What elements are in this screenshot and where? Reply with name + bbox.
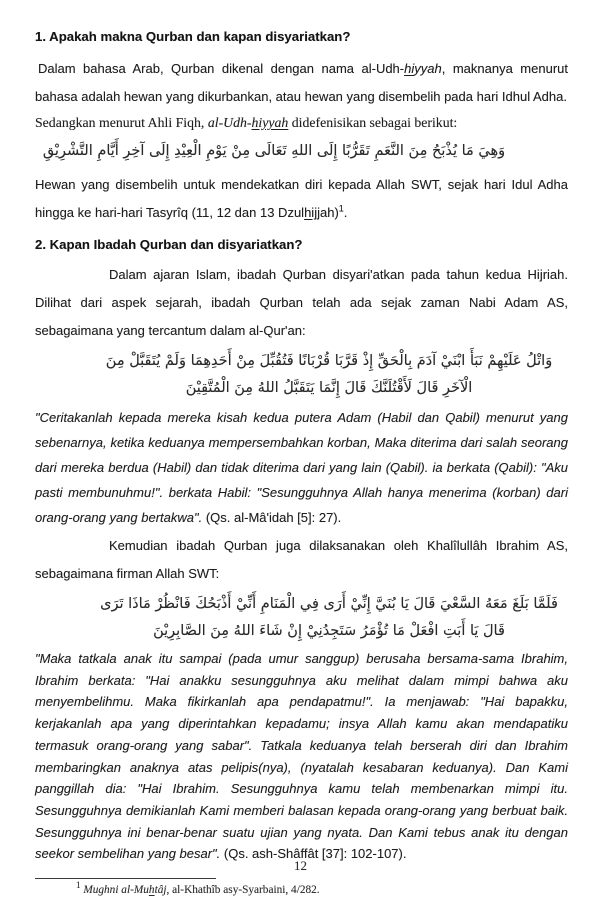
arabic-verse-al-maidah: وَاتْلُ عَلَيْهِمْ نَبَأَ ابْنَيْ آدَمَ بِالْحَقِّ إِذْ قَرَّبَا قُرْبَانًا فَتُقُبِّلَ مِنْ أَحَدِهِمَا وَلَمْ يُتَقَبَّلْ مِنَ الْآخَرِ قَالَ لَأَقْتُلَنَّكَ قَالَ إِنَّمَا يَتَقَبَّلُ اللهُ مِنَ الْمُتَّقِيْنَ [105,353,553,396]
para-translation-ash-shaffat: "Maka tatkala anak itu sampai (pada umur sanggup) berusaha bersama-sama Ibrahim, Ibrahim berkata: "Hai anakku sesungguhnya aku melihat dalam mimpi bahwa aku menyembelihmu. Maka fikirkanlah apa pendapatmu!". Ia menjawab: "Hai bapakku, kerjakanlah apa yang diperintahkan kepadamu; insya Allah kamu akan mendapatiku termasuk orang-orang yang sabar". Tatkala keduanya telah berserah diri dan Ibrahim membaringkan anaknya atas pelipis(nya), (nyatalah kesabaran keduanya). Dan Kami panggillah dia: "Hai Ibrahim. Sesungguhnya kamu telah membenarkan mimpi itu. Sesungguhnya demikianlah Kami memberi balasan kepada orang-orang yang berbuat baik. Sesungguhnya ini benar-benar suatu ujian yang nyata. Dan Kami tebus anak itu dengan seekor sembelihan yang besar". (Qs. ash-Shâffât [37]: 102-107). [35,651,568,862]
para-ibrahim-qurban: Kemudian ibadah Qurban juga dilaksanakan oleh Khalîlullâh Ibrahim AS, sebagaimana firman Allah SWT: [35,538,568,581]
para-translation-al-maidah: "Ceritakanlah kepada mereka kisah kedua putera Adam (Habil dan Qabil) menurut yang sebenarnya, ketika keduanya mempersembahkan korban, Maka diterima dari salah seorang dari mereka berdua (Habil) dan tidak diterima dari yang lain (Qabil). ia berkata (Qabil): "Aku pasti membunuhmu!". berkata Habil: "Sesungguhnya Allah hanya menerima (korban) dari orang-orang yang bertakwa". (Qs. al-Mâ'idah [5]: 27). [35,410,568,525]
section-2-heading: 2. Kapan Ibadah Qurban dan disyariatkan? [35,237,303,252]
footnote-separator-line [35,878,216,879]
para-definition-translation: Hewan yang disembelih untuk mendekatkan diri kepada Allah SWT, sejak hari Idul Adha hingga ke hari-hari Tasyrîq (11, 12 dan 13 Dzulhijjah)$^1$. [35,177,568,220]
para-qurban-history: Dalam ajaran Islam, ibadah Qurban disyari'atkan pada tahun kedua Hijriah. Dilihat dari aspek sejarah, ibadah Qurban telah ada sejak zaman Nabi Adam AS, sebagaimana yang tercantum dalam al-Qur'an: [35,267,568,338]
page-number: 12 [294,858,307,873]
para-qurban-fiqh-definition: Sedangkan menurut Ahli Fiqh, al-Udh-hiyyah didefenisikan sebagai berikut: [35,115,458,130]
arabic-text-udhhiyyah-definition: وَهِيَ مَا يُذْبَحُ مِنَ النَّعَمِ تَقَرُّبًا إِلَى اللهِ تَعَالَى مِنْ يَوْمِ الْعِيْدِ إِلَى آخِرِ أَيَّامِ التَّشْرِيْقِ [42,143,506,159]
footnote-reference: $^1$ Mughni al-Muhtâj, al-Khathîb asy-Syarbaini, 4/282. [76,880,320,897]
arabic-verse-ash-shaffat: فَلَمَّا بَلَغَ مَعَهُ السَّعْيَ قَالَ يَا بُنَيَّ إِنِّيْ أَرَى فِي الْمَنَامِ أَنِّيْ أَذْبَحُكَ فَانْظُرْ مَاذَا تَرَى قَالَ يَا أَبَتِ افْعَلْ مَا تُؤْمَرُ سَتَجِدُنِيْ إِنْ شَاءَ اللهُ مِنَ الصَّابِرِيْنَ [100,596,558,639]
para-qurban-language-definition: Dalam bahasa Arab, Qurban dikenal dengan nama al-Udh-hiyyah, maknanya menurut bahasa adalah hewan yang dikurbankan, atau hewan yang disembelih pada hari Idhul Adha. [35,61,568,104]
section-1-heading: 1. Apakah makna Qurban dan kapan disyariatkan? [35,29,351,44]
